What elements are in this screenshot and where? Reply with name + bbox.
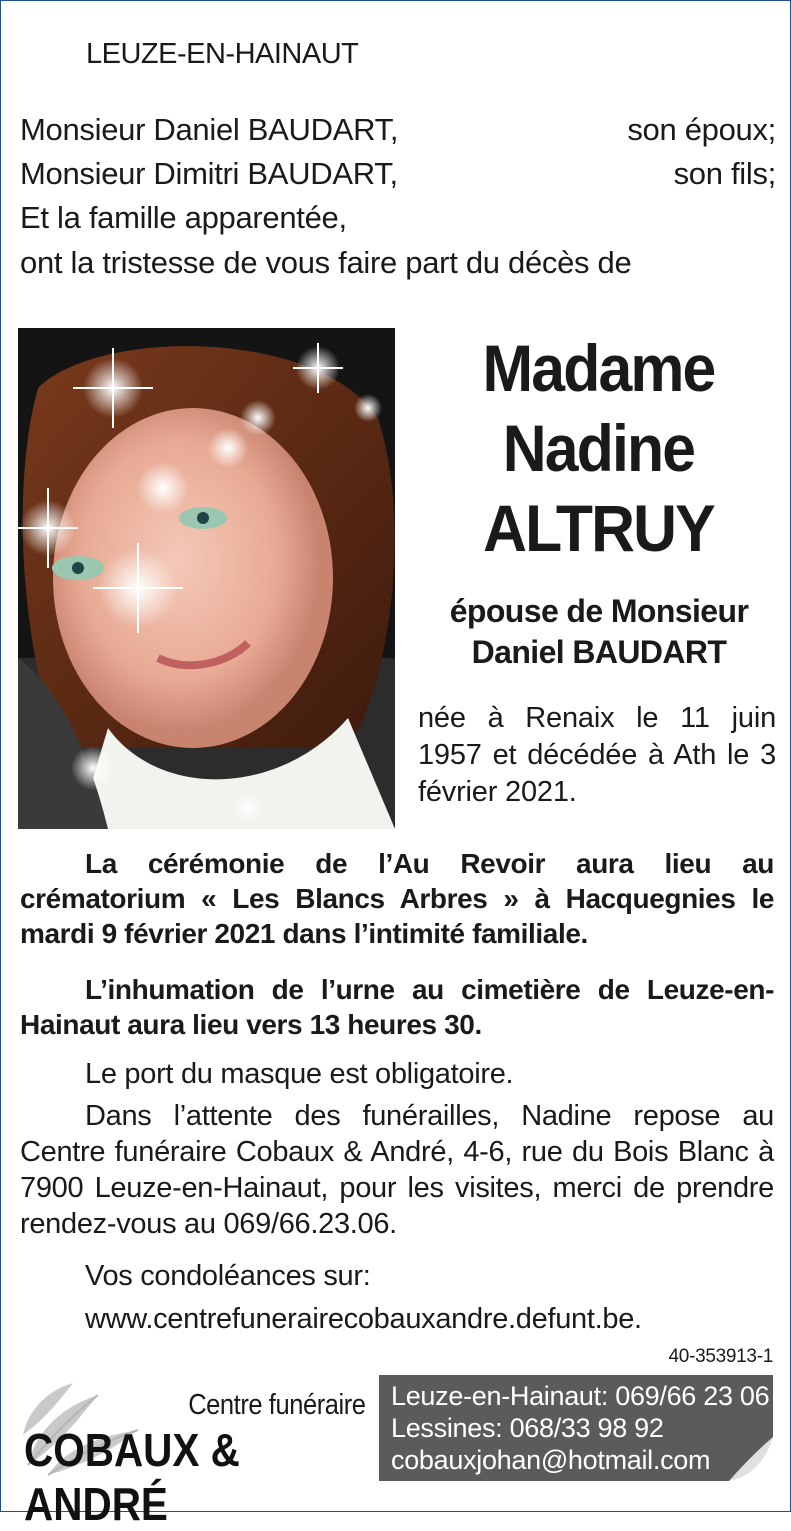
contact-lessines-phone[interactable]: Lessines: 068/33 98 92 <box>391 1413 664 1443</box>
family-row-son <box>20 155 776 193</box>
ceremony-paragraph: La cérémonie de l’Au Revoir aura lieu au crématorium « Les Blancs Arbres » à Hacquegnies le mardi 9 février 2021 dans l’intimité familiale. <box>20 848 774 949</box>
family-member-name: Monsieur Dimitri BAUDART, <box>20 156 398 191</box>
town-heading: LEUZE-EN-HAINAUT <box>86 38 359 70</box>
funeral-home-logo <box>18 1375 372 1530</box>
contact-box <box>379 1375 773 1481</box>
deceased-first-name: Nadine <box>502 411 695 485</box>
family-extra: Et la famille apparentée, <box>20 200 347 235</box>
funeral-home-name: COBAUX & ANDRÉ <box>24 1424 240 1530</box>
portrait-photo <box>18 328 395 829</box>
birth-death-text: née à Renaix le 11 juin 1957 et décédée à Ath le 3 février 2021. <box>418 702 776 808</box>
burial-paragraph: L’inhumation de l’urne au cimetière de Leuze-en-Hainaut aura lieu vers 13 heures 30. <box>20 974 774 1040</box>
spouse-line-2: Daniel BAUDART <box>471 634 727 670</box>
family-member-name: Monsieur Daniel BAUDART, <box>20 112 399 147</box>
page-curl-icon <box>729 1437 773 1481</box>
family-row-spouse <box>20 111 776 149</box>
deceased-surname: ALTRUY <box>483 491 714 565</box>
family-member-relation: son époux; <box>627 112 776 147</box>
contact-leuze-phone[interactable]: Leuze-en-Hainaut: 069/66 23 06 <box>391 1381 770 1411</box>
funeral-home-tagline: Centre funéraire <box>188 1389 366 1421</box>
announcement-text: ont la tristesse de vous faire part du décès de <box>20 245 632 280</box>
condolences-url[interactable]: www.centrefunerairecobauxandre.defunt.be. <box>85 1303 642 1335</box>
reference-number: 40-353913-1 <box>668 1346 773 1367</box>
contact-email[interactable]: cobauxjohan@hotmail.com <box>391 1445 711 1475</box>
condolences-label: Vos condoléances sur: <box>85 1260 371 1292</box>
spouse-line-1: épouse de Monsieur <box>449 593 749 629</box>
mask-notice: Le port du masque est obligatoire. <box>85 1058 514 1090</box>
deceased-title: Madame <box>482 331 715 405</box>
family-member-relation: son fils; <box>673 156 776 191</box>
visit-paragraph: Dans l’attente des funérailles, Nadine repose au Centre funéraire Cobaux & André, 4-6, rue du Bois Blanc à 7900 Leuze-en-Hainaut, pour les visites, merci de prendre rendez-vous au 069/66.23.06. <box>20 1100 774 1240</box>
